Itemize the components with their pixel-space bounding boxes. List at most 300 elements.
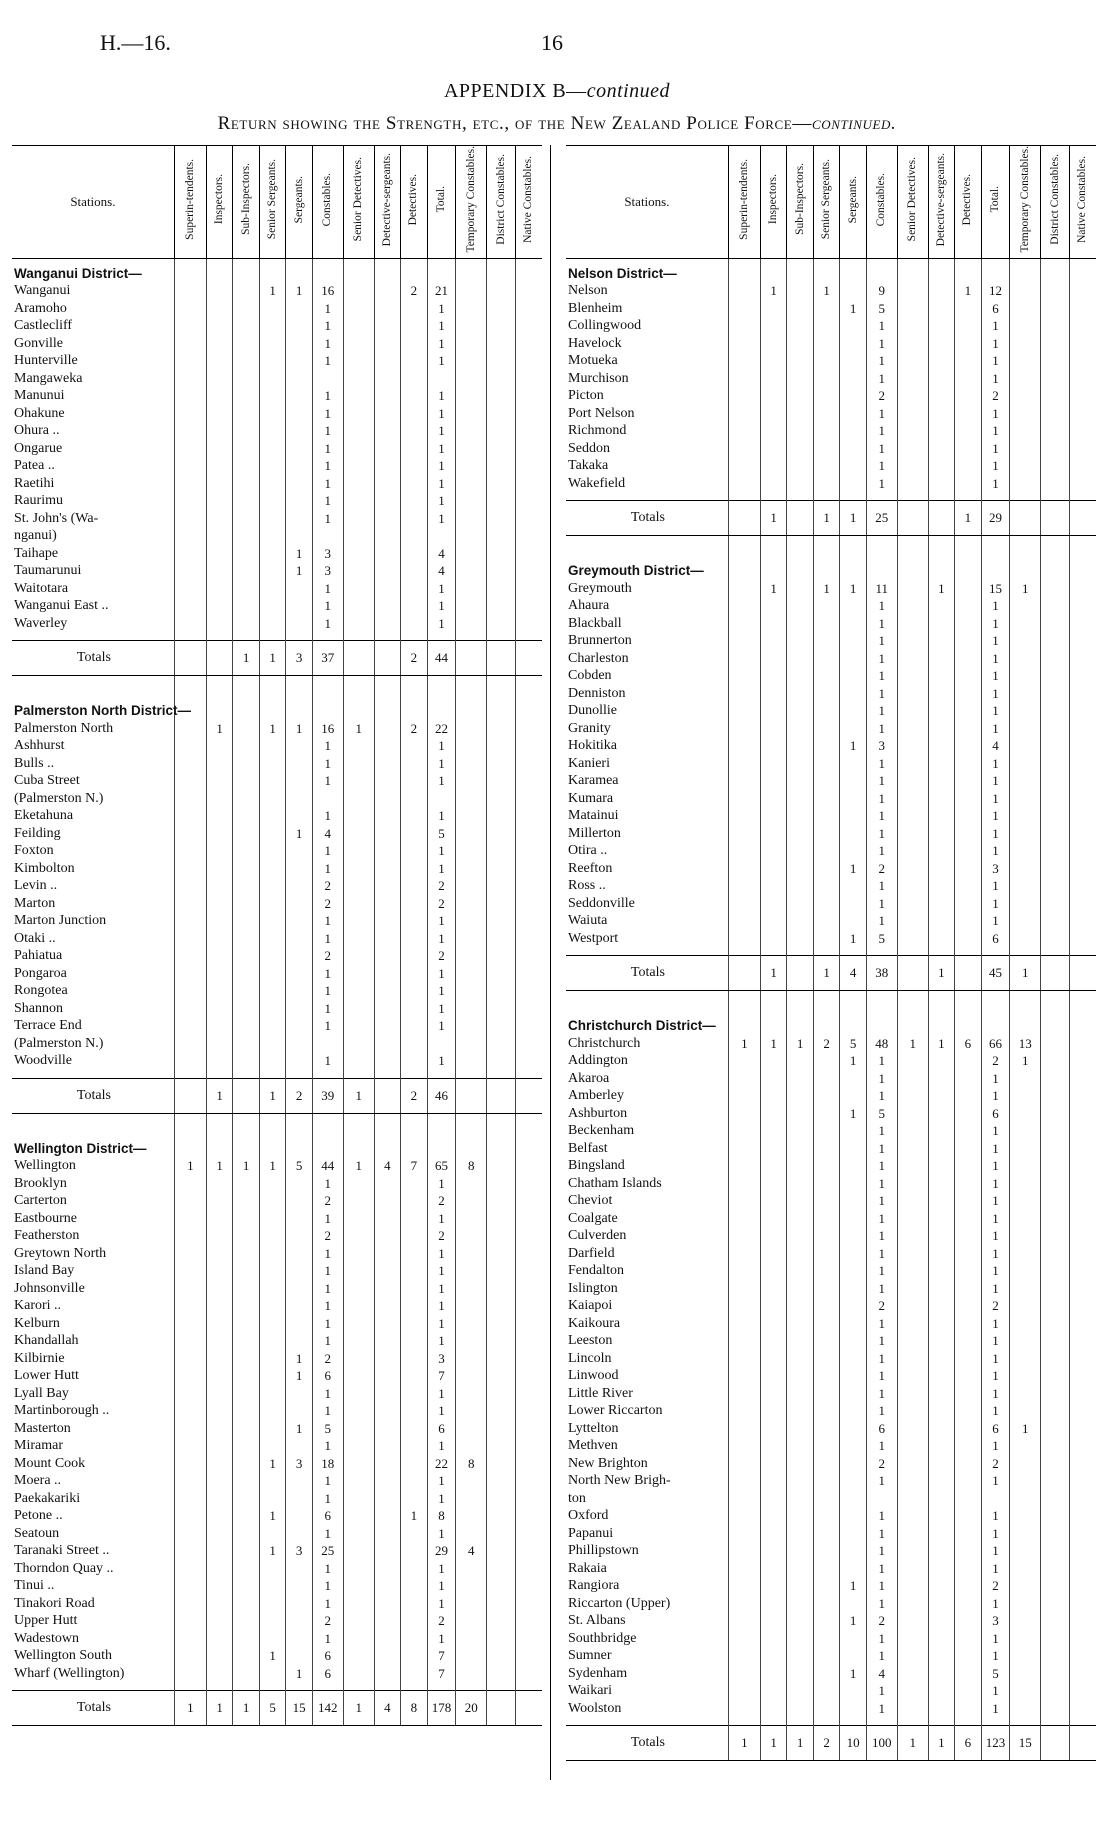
return-title-text: Return showing the Strength, etc., of the New Zealand Police Force—	[217, 113, 812, 134]
value-inspectors	[206, 1630, 233, 1648]
value-detective-sergeants	[374, 1035, 401, 1053]
value-sergeants	[286, 772, 313, 790]
value-detective-sergeants	[928, 370, 955, 388]
value-temporary-constables	[1010, 335, 1041, 353]
value-temporary-constables	[1010, 807, 1041, 825]
value-sub-inspectors	[787, 457, 814, 475]
spacer-row	[12, 632, 542, 641]
station-name: Chatham Islands	[568, 1175, 662, 1191]
value-senior-detectives	[343, 1647, 374, 1665]
station-row	[12, 1472, 542, 1490]
spacer-cell	[174, 676, 206, 697]
station-row	[12, 1280, 542, 1298]
district-name: Greymouth District—	[568, 563, 704, 579]
value-senior-detectives	[897, 1630, 928, 1648]
value-native-constables	[1069, 912, 1096, 930]
value-temporary-constables	[456, 930, 487, 948]
spacer-cell	[566, 1717, 728, 1726]
value-detectives	[955, 1525, 982, 1543]
spacer-cell	[233, 1682, 260, 1691]
value-total: 1	[981, 877, 1010, 895]
value-sergeants	[840, 317, 867, 335]
value-sergeants	[286, 387, 313, 405]
station-name: Cheviot	[568, 1193, 613, 1209]
value-district-constables	[487, 860, 516, 878]
value-inspectors	[206, 1017, 233, 1035]
value-detectives	[401, 1315, 428, 1333]
value-constables: 2	[866, 387, 897, 405]
station-row	[12, 1490, 542, 1508]
value-inspectors	[206, 1315, 233, 1333]
station-name: Waverley	[14, 615, 68, 631]
value-constables: 1	[312, 457, 343, 475]
header-senior-detectives	[897, 146, 928, 259]
value-detective-sergeants	[928, 650, 955, 668]
value-senior-detectives	[343, 580, 374, 598]
value-sergeants	[840, 1507, 867, 1525]
station-name: (Palmerston N.)	[14, 790, 104, 806]
value-senior-detectives	[343, 352, 374, 370]
value-total: 2	[981, 387, 1010, 405]
value-senior-detectives	[343, 457, 374, 475]
value-constables: 18	[312, 1455, 343, 1473]
value-district-constables	[1041, 1367, 1070, 1385]
value-detectives	[955, 1665, 982, 1683]
value-sub-inspectors	[787, 1525, 814, 1543]
value-district-constables	[487, 405, 516, 423]
value-superintendents	[174, 755, 206, 773]
total-detectives: 1	[955, 501, 982, 536]
value-detective-sergeants	[928, 282, 955, 300]
value-superintendents	[728, 807, 760, 825]
value-superintendents	[174, 1367, 206, 1385]
value-detectives	[401, 982, 428, 1000]
value-detectives	[955, 1245, 982, 1263]
value-senior-detectives	[343, 387, 374, 405]
value-superintendents	[728, 1542, 760, 1560]
station-row	[12, 965, 542, 983]
value-native-constables	[1069, 1385, 1096, 1403]
value-inspectors	[760, 1490, 787, 1508]
station-row	[12, 492, 542, 510]
station-name: ton	[568, 1490, 586, 1506]
value-detectives	[955, 702, 982, 720]
value-native-constables	[515, 1525, 542, 1543]
station-name: Mount Cook	[14, 1455, 86, 1471]
value-native-constables	[515, 1000, 542, 1018]
value-senior-sergeants	[259, 1420, 286, 1438]
value-total: 1	[427, 597, 456, 615]
value-senior-detectives	[897, 440, 928, 458]
station-row	[566, 282, 1096, 300]
total-sub-inspectors	[787, 501, 814, 536]
value-detectives	[955, 300, 982, 318]
station-row	[12, 772, 542, 790]
value-sergeants	[286, 982, 313, 1000]
value-superintendents	[174, 510, 206, 528]
value-district-constables	[1041, 1175, 1070, 1193]
value-senior-sergeants	[813, 1542, 840, 1560]
value-temporary-constables	[1010, 1630, 1041, 1648]
value-temporary-constables	[456, 440, 487, 458]
value-constables: 6	[312, 1507, 343, 1525]
value-detective-sergeants	[374, 405, 401, 423]
value-sub-inspectors	[233, 580, 260, 598]
value-sergeants	[286, 1595, 313, 1613]
value-sergeants	[840, 1227, 867, 1245]
value-inspectors	[760, 1630, 787, 1648]
value-inspectors	[206, 545, 233, 563]
value-senior-detectives	[897, 667, 928, 685]
value-detectives	[955, 1455, 982, 1473]
station-row	[12, 1192, 542, 1210]
value-detectives	[955, 1192, 982, 1210]
value-sergeants	[286, 1297, 313, 1315]
value-total: 1	[981, 1437, 1010, 1455]
value-senior-sergeants	[813, 422, 840, 440]
station-row	[566, 1420, 1096, 1438]
value-total: 1	[981, 422, 1010, 440]
value-district-constables	[1041, 475, 1070, 493]
header-sergeants	[286, 146, 313, 259]
station-row	[566, 685, 1096, 703]
value-total: 1	[981, 1227, 1010, 1245]
value-district-constables	[487, 1507, 516, 1525]
value-native-constables	[515, 1035, 542, 1053]
value-senior-sergeants	[259, 1315, 286, 1333]
value-detectives	[401, 1630, 428, 1648]
value-senior-detectives	[897, 335, 928, 353]
value-native-constables	[1069, 737, 1096, 755]
value-constables: 1	[866, 335, 897, 353]
value-senior-detectives	[343, 422, 374, 440]
value-total: 1	[981, 1315, 1010, 1333]
value-sergeants	[840, 632, 867, 650]
value-senior-sergeants	[259, 947, 286, 965]
value-total: 1	[981, 1682, 1010, 1700]
value-total: 1	[981, 1700, 1010, 1718]
value-temporary-constables	[456, 1612, 487, 1630]
value-superintendents	[728, 335, 760, 353]
value-superintendents	[174, 1332, 206, 1350]
value-native-constables	[1069, 1437, 1096, 1455]
value-superintendents	[174, 1560, 206, 1578]
value-constables: 2	[312, 1612, 343, 1630]
value-sergeants	[840, 615, 867, 633]
value-district-constables	[487, 1157, 516, 1175]
station-name: Lower Hutt	[14, 1368, 79, 1384]
value-native-constables	[515, 1420, 542, 1438]
value-sub-inspectors	[233, 1472, 260, 1490]
totals-label: Totals	[566, 956, 728, 991]
value-detectives	[955, 685, 982, 703]
value-sub-inspectors	[787, 352, 814, 370]
station-row	[12, 317, 542, 335]
station-name: Wanganui East ..	[14, 598, 109, 614]
spacer-cell	[12, 632, 174, 641]
empty-cell	[928, 258, 955, 282]
value-sub-inspectors	[233, 1630, 260, 1648]
value-constables	[312, 370, 343, 388]
value-district-constables	[487, 1210, 516, 1228]
value-inspectors: 1	[760, 580, 787, 598]
value-detectives	[401, 1612, 428, 1630]
value-detective-sergeants	[928, 912, 955, 930]
value-constables: 1	[312, 755, 343, 773]
station-name: Manunui	[14, 388, 65, 404]
value-sub-inspectors	[787, 1192, 814, 1210]
value-senior-sergeants	[259, 1017, 286, 1035]
empty-cell	[312, 258, 343, 282]
total-native-constables	[1069, 956, 1096, 991]
value-native-constables	[515, 492, 542, 510]
value-detective-sergeants	[374, 1332, 401, 1350]
value-detectives	[401, 1525, 428, 1543]
value-district-constables	[1041, 1560, 1070, 1578]
value-constables: 1	[312, 352, 343, 370]
spacer-row	[566, 1717, 1096, 1726]
station-row	[12, 405, 542, 423]
value-total: 1	[427, 1385, 456, 1403]
value-native-constables	[515, 1052, 542, 1070]
value-sergeants	[286, 1472, 313, 1490]
station-row	[12, 1612, 542, 1630]
value-total: 1	[427, 772, 456, 790]
value-superintendents	[728, 475, 760, 493]
value-inspectors	[760, 1647, 787, 1665]
value-native-constables	[1069, 1577, 1096, 1595]
value-district-constables	[487, 1367, 516, 1385]
value-temporary-constables	[456, 1262, 487, 1280]
value-district-constables	[487, 1017, 516, 1035]
value-native-constables	[515, 1350, 542, 1368]
station-name: Sydenham	[568, 1665, 628, 1681]
value-native-constables	[1069, 1315, 1096, 1333]
value-sergeants: 1	[286, 1665, 313, 1683]
value-sub-inspectors	[233, 1402, 260, 1420]
value-total: 6	[981, 300, 1010, 318]
column-divider	[550, 145, 551, 1780]
value-temporary-constables	[456, 772, 487, 790]
value-total: 2	[427, 1192, 456, 1210]
value-total: 1	[981, 405, 1010, 423]
value-superintendents	[728, 1437, 760, 1455]
station-name: Ashburton	[568, 1105, 628, 1121]
value-detective-sergeants	[928, 1560, 955, 1578]
header-sergeants	[840, 146, 867, 259]
value-senior-sergeants: 1	[259, 1455, 286, 1473]
value-senior-detectives	[897, 1647, 928, 1665]
station-row	[12, 527, 542, 545]
value-temporary-constables	[456, 1315, 487, 1333]
value-inspectors	[206, 930, 233, 948]
value-senior-sergeants	[259, 300, 286, 318]
spacer-cell	[233, 632, 260, 641]
value-sub-inspectors	[787, 632, 814, 650]
header-inspectors-label: Inspectors.	[213, 174, 226, 225]
value-temporary-constables	[1010, 860, 1041, 878]
value-detective-sergeants	[928, 1595, 955, 1613]
value-superintendents	[728, 1367, 760, 1385]
value-district-constables	[487, 1525, 516, 1543]
value-constables: 1	[312, 1437, 343, 1455]
value-sub-inspectors	[233, 1595, 260, 1613]
value-district-constables	[1041, 457, 1070, 475]
value-sergeants: 3	[286, 1542, 313, 1560]
value-inspectors	[760, 737, 787, 755]
value-detectives	[955, 1280, 982, 1298]
value-detectives	[401, 317, 428, 335]
spacer-cell	[866, 991, 897, 1012]
value-sub-inspectors	[233, 1455, 260, 1473]
value-inspectors	[760, 440, 787, 458]
empty-cell	[343, 1134, 374, 1158]
value-sub-inspectors: 1	[787, 1035, 814, 1053]
value-detective-sergeants	[374, 1017, 401, 1035]
value-detective-sergeants	[928, 300, 955, 318]
value-senior-detectives: 1	[343, 1157, 374, 1175]
value-sub-inspectors	[787, 597, 814, 615]
header-inspectors-label: Inspectors.	[767, 174, 780, 225]
value-sub-inspectors	[233, 492, 260, 510]
left-strength-table	[12, 145, 542, 1726]
value-senior-sergeants	[259, 1227, 286, 1245]
value-total: 1	[981, 632, 1010, 650]
value-inspectors	[206, 562, 233, 580]
spacer-cell	[897, 536, 928, 557]
value-native-constables	[515, 947, 542, 965]
value-detective-sergeants	[374, 755, 401, 773]
value-sub-inspectors	[233, 825, 260, 843]
value-district-constables	[487, 387, 516, 405]
value-sub-inspectors	[787, 1140, 814, 1158]
value-temporary-constables	[1010, 842, 1041, 860]
empty-cell	[955, 1011, 982, 1035]
totals-label: Totals	[12, 641, 174, 676]
empty-cell	[312, 1134, 343, 1158]
value-native-constables	[515, 1157, 542, 1175]
station-row	[12, 930, 542, 948]
value-total: 6	[981, 1420, 1010, 1438]
spacer-cell	[259, 632, 286, 641]
value-temporary-constables	[456, 1175, 487, 1193]
value-native-constables	[1069, 1332, 1096, 1350]
value-superintendents	[174, 1350, 206, 1368]
total-native-constables	[515, 1691, 542, 1726]
value-inspectors	[760, 352, 787, 370]
value-constables: 2	[866, 1297, 897, 1315]
spacer-cell	[374, 676, 401, 697]
value-sub-inspectors	[787, 1280, 814, 1298]
value-constables: 1	[312, 1525, 343, 1543]
total-detectives	[955, 956, 982, 991]
value-native-constables	[515, 475, 542, 493]
value-senior-sergeants	[259, 1630, 286, 1648]
value-senior-sergeants	[259, 545, 286, 563]
value-temporary-constables	[1010, 912, 1041, 930]
value-total: 1	[427, 1210, 456, 1228]
spacer-cell	[286, 676, 313, 697]
value-detective-sergeants	[928, 422, 955, 440]
value-superintendents	[728, 300, 760, 318]
value-district-constables	[487, 1315, 516, 1333]
value-native-constables	[515, 1332, 542, 1350]
empty-cell	[233, 696, 260, 720]
value-inspectors	[206, 790, 233, 808]
value-constables: 1	[866, 1087, 897, 1105]
station-name: Kilbirnie	[14, 1350, 65, 1366]
value-sub-inspectors	[787, 1052, 814, 1070]
value-sub-inspectors	[233, 737, 260, 755]
station-row	[566, 317, 1096, 335]
value-detective-sergeants	[374, 720, 401, 738]
header-native-constables-label: Native Constables.	[522, 155, 535, 243]
value-detectives	[401, 387, 428, 405]
value-superintendents	[728, 1262, 760, 1280]
value-senior-detectives	[897, 790, 928, 808]
value-inspectors	[760, 1245, 787, 1263]
value-inspectors	[206, 1525, 233, 1543]
station-row	[12, 1052, 542, 1070]
value-superintendents	[174, 440, 206, 458]
value-district-constables	[487, 527, 516, 545]
value-sergeants	[286, 807, 313, 825]
total-native-constables	[515, 1078, 542, 1113]
value-senior-sergeants	[259, 1332, 286, 1350]
district-name: Palmerston North District—	[14, 703, 192, 719]
value-total: 1	[427, 842, 456, 860]
district-heading-row	[12, 1134, 542, 1158]
value-native-constables	[515, 1542, 542, 1560]
value-total: 1	[427, 492, 456, 510]
value-total: 1	[427, 440, 456, 458]
value-detectives	[955, 1210, 982, 1228]
value-senior-detectives	[897, 615, 928, 633]
value-senior-detectives	[343, 317, 374, 335]
value-total: 1	[981, 720, 1010, 738]
value-sergeants	[286, 1525, 313, 1543]
value-sergeants	[286, 510, 313, 528]
value-sub-inspectors	[787, 842, 814, 860]
value-total: 7	[427, 1367, 456, 1385]
spacer-cell	[487, 1070, 516, 1079]
value-temporary-constables	[1010, 930, 1041, 948]
value-inspectors	[206, 965, 233, 983]
value-senior-sergeants	[259, 1297, 286, 1315]
value-native-constables	[515, 1455, 542, 1473]
value-native-constables	[1069, 440, 1096, 458]
value-senior-detectives: 1	[343, 720, 374, 738]
value-native-constables	[515, 772, 542, 790]
value-constables: 1	[312, 1245, 343, 1263]
empty-cell	[813, 1011, 840, 1035]
value-sergeants	[286, 1280, 313, 1298]
value-native-constables	[1069, 1647, 1096, 1665]
value-senior-sergeants	[259, 982, 286, 1000]
value-sergeants	[840, 1157, 867, 1175]
spacer-cell	[401, 1682, 428, 1691]
value-district-constables	[487, 825, 516, 843]
value-native-constables	[515, 1647, 542, 1665]
value-native-constables	[515, 1472, 542, 1490]
value-temporary-constables	[456, 1507, 487, 1525]
value-total: 12	[981, 282, 1010, 300]
value-total: 1	[981, 1647, 1010, 1665]
station-row	[566, 895, 1096, 913]
value-sub-inspectors	[233, 965, 260, 983]
value-sergeants	[840, 772, 867, 790]
value-senior-sergeants	[259, 1577, 286, 1595]
